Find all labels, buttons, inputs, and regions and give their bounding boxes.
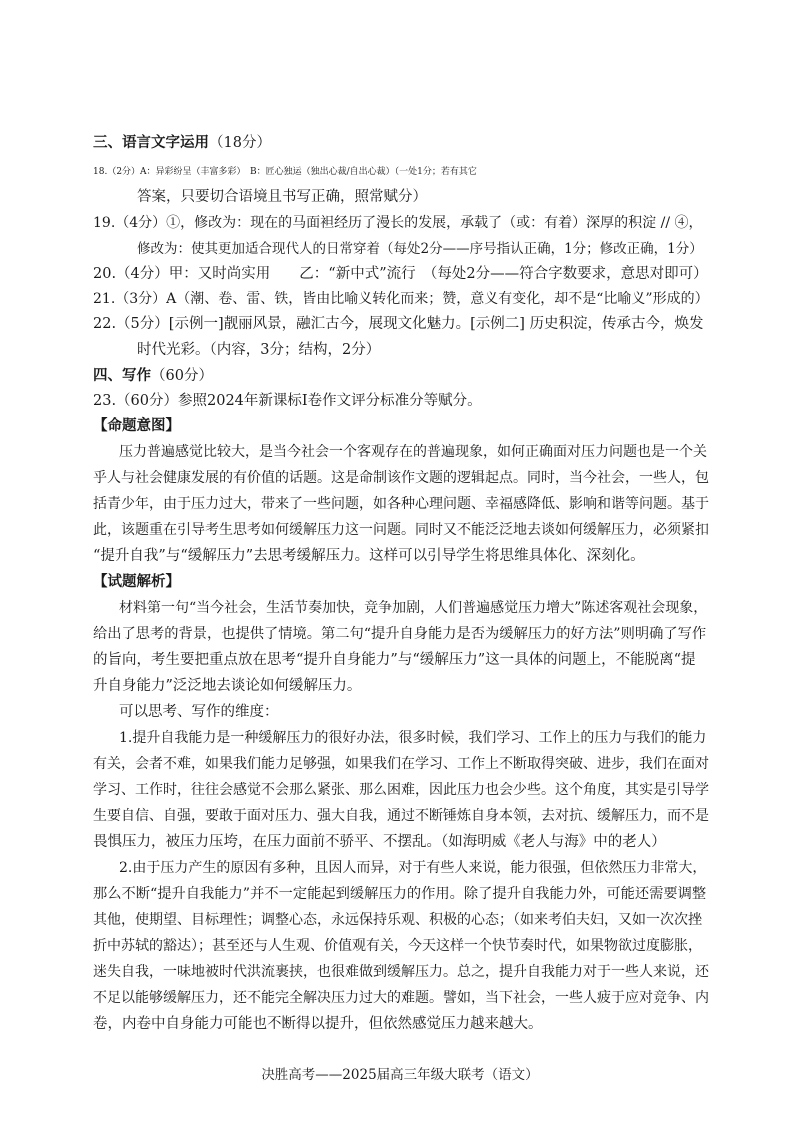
section-4-title: 四、写作 [93, 367, 151, 384]
analysis-line: 可以思考、写作的维度： [119, 704, 279, 720]
q22-line-1: 22.（5分）[示例一]靓丽风景，融汇古今，展现文化魅力。[示例二] 历史积淀，传承古今，焕发 [93, 316, 704, 332]
section-4-score: （60分） [151, 368, 213, 384]
analysis-line: 不足以能够缓解压力，还不能完全解决压力过大的难题。譬如，当下社会，一些人疲于应对竞争、内 [93, 990, 709, 1006]
analysis-line: 给出了思考的背景，也提供了情境。第二句“提升自身能力是否为缓解压力的好方法”则明确了写作 [93, 626, 707, 642]
analysis-line: 1.提升自我能力是一种缓解压力的很好办法，很多时候，我们学习、工作上的压力与我们的能力 [119, 730, 707, 746]
analysis-line: 的旨向，考生要把重点放在思考“提升自身能力”与“缓解压力”这一具体的问题上，不能脱离“提 [93, 652, 696, 668]
section-3-score: （18分） [209, 135, 271, 151]
intent-line: 乎人与社会健康发展的有价值的话题。这是命制该作文题的逻辑起点。同时，当今社会，一些人，包 [93, 470, 709, 486]
q18-line-2: 答案，只要切合语境且书写正确，照常赋分） [137, 189, 427, 205]
q22-line-2: 时代光彩。（内容，3分；结构，2分） [137, 342, 381, 358]
section-3-heading [93, 133, 271, 153]
page-footer: 决胜高考——2025届高三年级大联考（语文） [261, 1067, 539, 1083]
analysis-line: 有关，会者不难，如果我们能力足够强，如果我们在学习、工作上不断取得突破、进步，我们在面对 [93, 756, 709, 772]
analysis-line: 学习、工作时，往往会感觉不会那么紧张、那么困难，因此压力也会少些。这个角度，其实是引导学 [93, 782, 709, 798]
intent-line: “提升自我”与“缓解压力”去思考缓解压力。这样可以引导学生将思维具体化、深刻化。 [93, 548, 645, 564]
q23-line-1: 23.（60分）参照2024年新课标Ⅰ卷作文评分标准分等赋分。 [93, 393, 482, 409]
q19-line-1: 19.（4分）①，修改为：现在的马面袒经历了漫长的发展，承载了（或：有着）深厚的积淀 // ④， [93, 215, 703, 231]
analysis-line: 升自身能力”泛泛地去谈论如何缓解压力。 [93, 678, 362, 694]
q21-line-1: 21.（3分）A（潮、卷、雷、铁，皆由比喻义转化而来；赞，意义有变化，却不是“比喻义”形成的） [93, 291, 709, 307]
analysis-label: 【试题解析】 [93, 573, 180, 590]
intent-line: 压力普遍感觉比较大，是当今社会一个客观存在的普遍现象，如何正确面对压力问题也是一个关 [119, 444, 707, 460]
section-4-heading [93, 366, 213, 386]
q18-line-1: 18.（2分）A：异彩纷呈（丰富多彩） B：匠心独运（独出心裁/自出心裁）（一处1分；若有其它 [93, 167, 477, 177]
q20-line-1: 20.（4分）甲：又时尚实用 乙：“新中式”流行 （每处2分——符合字数要求，意思对即可） [93, 266, 708, 282]
section-3-title: 三、语言文字运用 [93, 134, 209, 151]
analysis-line: 其他，使期望、目标理性；调整心态，永远保持乐观、积极的心态；（如来考伯夫妇，又如一次次挫 [93, 912, 702, 928]
analysis-line: 材料第一句“当今社会，生活节奏加快，竞争加剧，人们普遍感觉压力增大”陈述客观社会现象， [119, 600, 708, 616]
q19-line-2: 修改为：使其更加适合现代人的日常穿着（每处2分——序号指认正确，1分；修改正确，1分） [137, 241, 703, 257]
analysis-line: 生要自信、自强，要敢于面对压力、强大自我，通过不断锤炼自身本领，去对抗、缓解压力，而不是 [93, 808, 709, 824]
analysis-line: 迷失自我，一味地被时代洪流裹挟，也很难做到缓解压力。总之，提升自我能力对于一些人来说，还 [93, 964, 709, 980]
analysis-line: 卷，内卷中自身能力可能也不断得以提升，但依然感觉压力越来越大。 [93, 1016, 543, 1032]
analysis-line: 折中苏轼的豁达）；甚至还与人生观、价值观有关，今天这样一个快节奏时代，如果物欲过度膨胀， [93, 938, 702, 954]
intent-label: 【命题意图】 [93, 417, 180, 434]
intent-line: 括青少年，由于压力过大，带来了一些问题，如各种心理问题、幸福感降低、影响和谐等问题。基于 [93, 496, 709, 512]
analysis-line: 2.由于压力产生的原因有多种，且因人而异，对于有些人来说，能力很强，但依然压力非常大， [119, 860, 707, 876]
analysis-line: 那么不断“提升自我能力”并不一定能起到缓解压力的作用。除了提升自我能力外，可能还需要调整 [93, 886, 707, 902]
intent-line: 此，该题重在引导考生思考如何缓解压力这一问题。同时又不能泛泛地去谈如何缓解压力，必须紧扣 [93, 522, 709, 538]
analysis-line: 畏惧压力，被压力压垮，在压力面前不骄平、不摆乱。（如海明威《老人与海》中的老人） [93, 834, 666, 850]
